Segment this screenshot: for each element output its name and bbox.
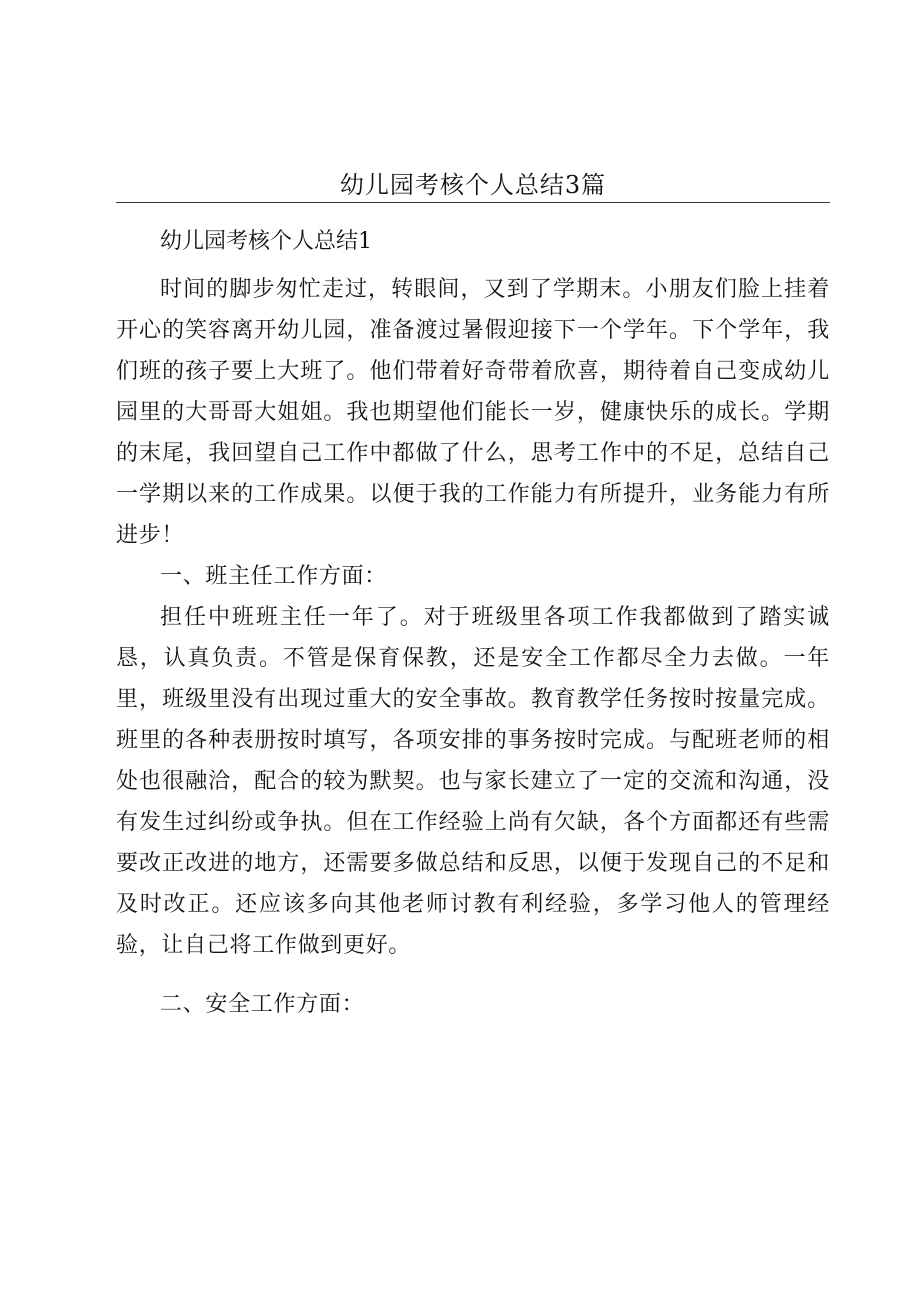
- section-heading-class-teacher: 一、班主任工作方面：: [160, 564, 388, 589]
- title-underline: [116, 202, 830, 203]
- class-teacher-paragraph: 担任中班班主任一年了。对于班级里各项工作我都做到了踏实诚恳，认真负责。不管是保育保教，还是安全工作都尽全力去做。一年里，班级里没有出现过重大的安全事故。教育教学任务按时按量完成。班里的各种表册按时填写，各项安排的事务按时完成。与配班老师的相处也很融洽，配合的较为默契。也与家长建立了一定的交流和沟通，没有发生过纠纷或争执。但在工作经验上尚有欠缺，各个方面都还有些需要改正改进的地方，还需要多做总结和反思，以便于发现自己的不足和及时改正。还应该多向其他老师讨教有利经验，多学习他人的管理经验，让自己将工作做到更好。: [116, 605, 830, 958]
- section-heading-safety: 二、安全工作方面：: [160, 992, 365, 1017]
- document-body: [116, 224, 830, 1025]
- document-title: 幼儿园考核个人总结3篇: [339, 171, 607, 199]
- section-subtitle: 幼儿园考核个人总结1: [160, 229, 372, 254]
- intro-paragraph: 时间的脚步匆忙走过，转眼间，又到了学期末。小朋友们脸上挂着开心的笑容离开幼儿园，准备渡过暑假迎接下一个学年。下个学年，我们班的孩子要上大班了。他们带着好奇带着欣喜，期待着自己变成幼儿园里的大哥哥大姐姐。我也期望他们能长一岁，健康快乐的成长。学期的末尾，我回望自己工作中都做了什么，思考工作中的不足，总结自己一学期以来的工作成果。以便于我的工作能力有所提升，业务能力有所进步！: [116, 277, 830, 548]
